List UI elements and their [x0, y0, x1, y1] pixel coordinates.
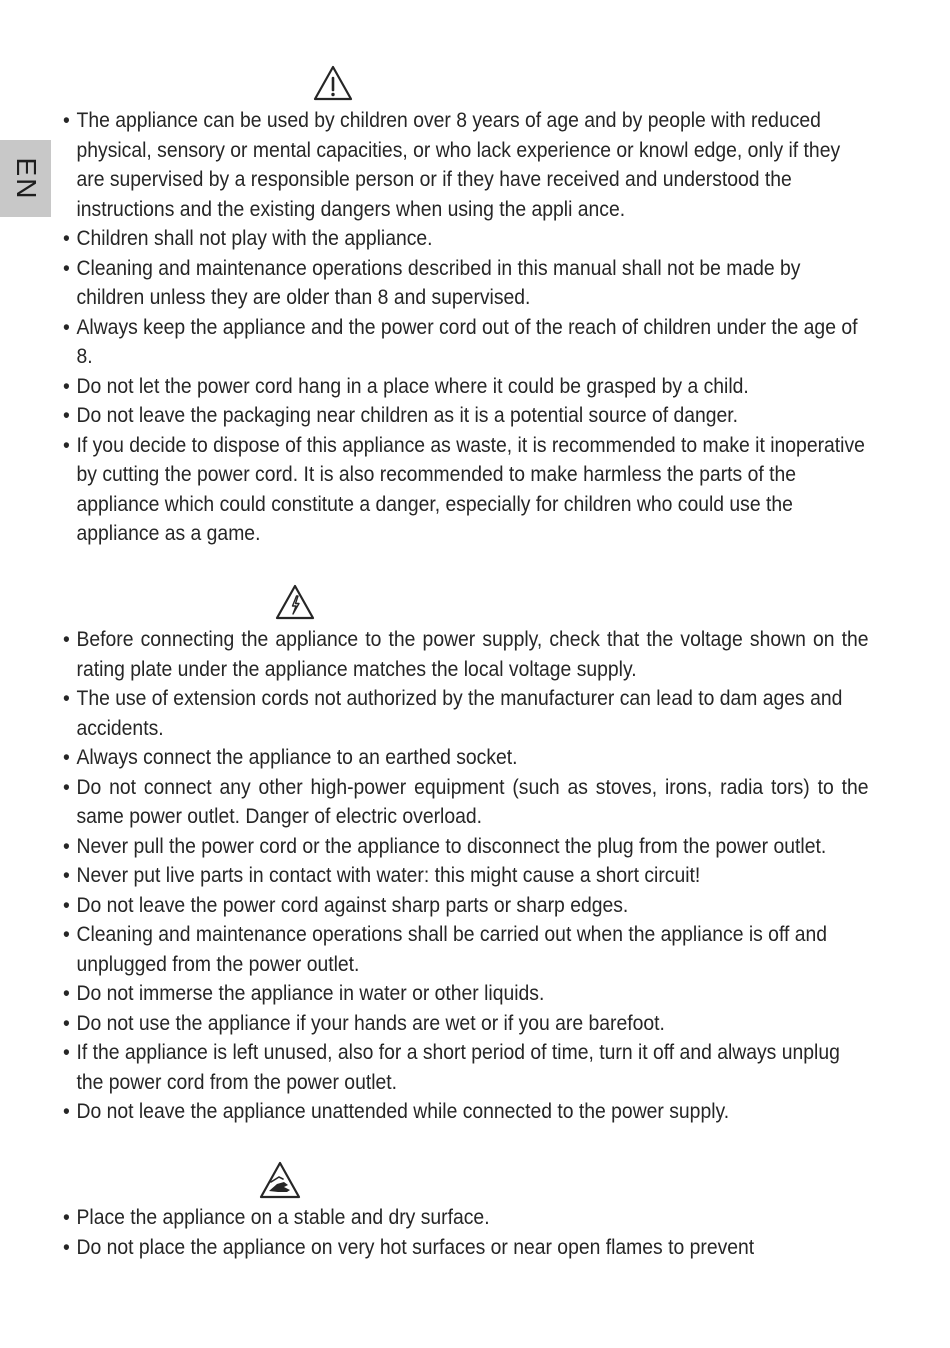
list-item: • Children shall not play with the appliance. — [63, 224, 869, 254]
section-placement-list — [63, 1203, 790, 1262]
list-item: • Do not leave the power cord against sharp parts or sharp edges. — [63, 891, 869, 921]
list-item: • Always keep the appliance and the power cord out of the reach of children under the age of 8. — [63, 313, 869, 372]
section-electrical-list — [63, 625, 869, 1127]
list-item: • Do not let the power cord hang in a place where it could be grasped by a child. — [63, 372, 869, 402]
list-item: • Never pull the power cord or the appliance to disconnect the plug from the power outlet. — [63, 832, 869, 862]
list-item: • Do not leave the packaging near children as it is a potential source of danger. — [63, 401, 869, 431]
list-item: • Do not place the appliance on very hot surfaces or near open flames to prevent — [63, 1233, 869, 1263]
list-item: • Do not use the appliance if your hands are wet or if you are barefoot. — [63, 1009, 869, 1039]
list-item: • Cleaning and maintenance operations described in this manual shall not be made by children unless they are older than 8 and supervised. — [63, 254, 869, 313]
hand-injury-hazard-icon — [257, 1160, 303, 1200]
language-tab-label: EN — [10, 157, 42, 200]
electric-hazard-icon — [273, 583, 317, 621]
section-general-list — [63, 106, 865, 549]
warning-exclamation-icon — [312, 64, 354, 102]
list-item: • Always connect the appliance to an earthed socket. — [63, 743, 869, 773]
list-item: • Place the appliance on a stable and dry surface. — [63, 1203, 869, 1233]
list-item: • Cleaning and maintenance operations shall be carried out when the appliance is off and unplugged from the power outlet. — [63, 920, 869, 979]
list-item: • Never put live parts in contact with water: this might cause a short circuit! — [63, 861, 869, 891]
list-item: • Do not leave the appliance unattended while connected to the power supply. — [63, 1097, 869, 1127]
list-item: • Do not connect any other high-power equipment (such as stoves, irons, radia tors) to the same power outlet. Danger of electric overload. — [63, 773, 869, 832]
language-tab — [0, 140, 51, 217]
list-item: • If the appliance is left unused, also for a short period of time, turn it off and always unplug the power cord from the power outlet. — [63, 1038, 869, 1097]
list-item: • Before connecting the appliance to the power supply, check that the voltage shown on the rating plate under the appliance matches the local voltage supply. — [63, 625, 869, 684]
list-item: • The use of extension cords not authorized by the manufacturer can lead to dam ages and accidents. — [63, 684, 869, 743]
list-item: • If you decide to dispose of this appliance as waste, it is recommended to make it inoperative by cutting the power cord. It is also recommended to make harmless the parts of the appliance which could constitute a danger, especially for children who could use the appliance as a game. — [63, 431, 869, 549]
list-item: • Do not immerse the appliance in water or other liquids. — [63, 979, 869, 1009]
list-item: • The appliance can be used by children over 8 years of age and by people with reduced physical, sensory or mental capacities, or who lack experience or knowl edge, only if they are supervised by a responsible person or if they have received and understood the instructions and the existing dangers when using the appli ance. — [63, 106, 869, 224]
